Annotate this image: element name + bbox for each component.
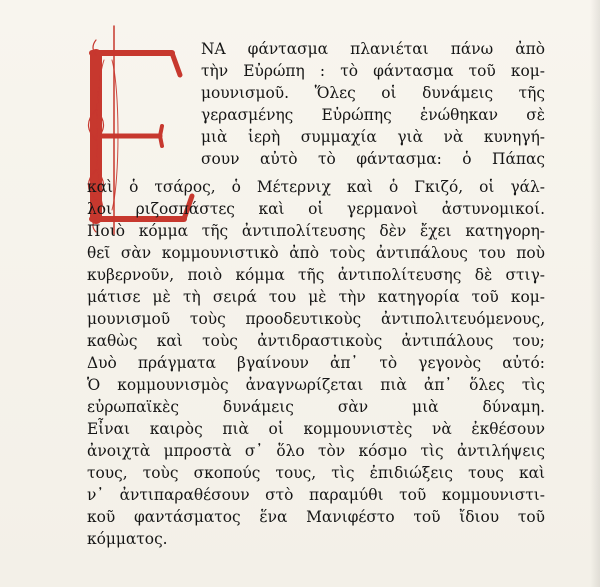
text-line: τους, τοὺς σκοπούς τους, τὶς ἐπιδιώξεις τους καὶ [87, 464, 545, 482]
text-line: καθὼς καὶ τοὺς ἀντιδραστικοὺς ἀντιπάλους του; [87, 332, 545, 350]
text-line: γερασμένης Εὐρώπης ἑνώθηκαν σὲ [201, 106, 545, 124]
page-edge-shadow [590, 0, 600, 587]
text-line: μουνισμοῦ. Ὅλες οἱ δυνάμεις τῆς [201, 84, 545, 102]
text-line: μουνισμοῦ τοὺς προοδευτικοὺς ἀντιπολιτευόμενους, [87, 310, 545, 328]
text-line: κόμματος. [87, 530, 168, 548]
text-line: ΝΑ φάντασμα πλανιέται πάνω ἀπὸ [201, 40, 545, 58]
text-line: θεῖ σὰν κομμουνιστικὸ ἀπὸ τοὺς ἀντιπάλους του ποὺ [87, 244, 545, 262]
text-line: Ὁ κομμουνισμὸς ἀναγνωρίζεται πιὰ ἀπ᾿ ὅλες τὶς [87, 376, 545, 394]
text-line: ν᾿ ἀντιπαραθέσουν στὸ παραμύθι τοῦ κομμουνιστι- [87, 486, 545, 504]
text-line: καὶ ὁ τσάρος, ὁ Μέτερνιχ καὶ ὁ Γκιζό, οἱ γάλ- [87, 178, 545, 196]
text-line: Ποιὸ κόμμα τῆς ἀντιπολίτευσης δὲν ἔχει κατηγορη- [87, 222, 545, 240]
text-line: μάτισε μὲ τὴ σειρά του μὲ τὴν κατηγορία τοῦ κομ- [87, 288, 545, 306]
text-line: κοῦ φαντάσματος ἕνα Μανιφέστο τοῦ ἴδιου τοῦ [87, 508, 545, 526]
text-line: μιὰ ἱερὴ συμμαχία γιὰ νὰ κυνηγή- [201, 128, 545, 146]
text-line: λοι ριζοσπάστες καὶ οἱ γερμανοὶ ἀστυνομικοί. [87, 200, 545, 218]
text-line: σουν αὐτὸ τὸ φάντασμα: ὁ Πάπας [201, 150, 545, 168]
text-line: ἀνοιχτὰ μπροστὰ σ᾿ ὅλο τὸν κόσμο τὶς ἀντιλήψεις [87, 442, 545, 460]
text-line: εὐρωπαϊκὲς δυνάμεις σὰν μιὰ δύναμη. [87, 398, 545, 416]
text-line: κυβερνοῦν, ποιὸ κόμμα τῆς ἀντιπολίτευσης δὲ στιγ- [87, 266, 545, 284]
text-line: Δυὸ πράγματα βγαίνουν ἀπ᾿ τὸ γεγονὸς αὐτό: [87, 354, 545, 372]
text-line: Εἶναι καιρὸς πιὰ οἱ κομμουνιστὲς νὰ ἐκθέσουν [87, 420, 545, 438]
text-line: τὴν Εὐρώπη : τὸ φάντασμα τοῦ κομ- [201, 62, 545, 80]
